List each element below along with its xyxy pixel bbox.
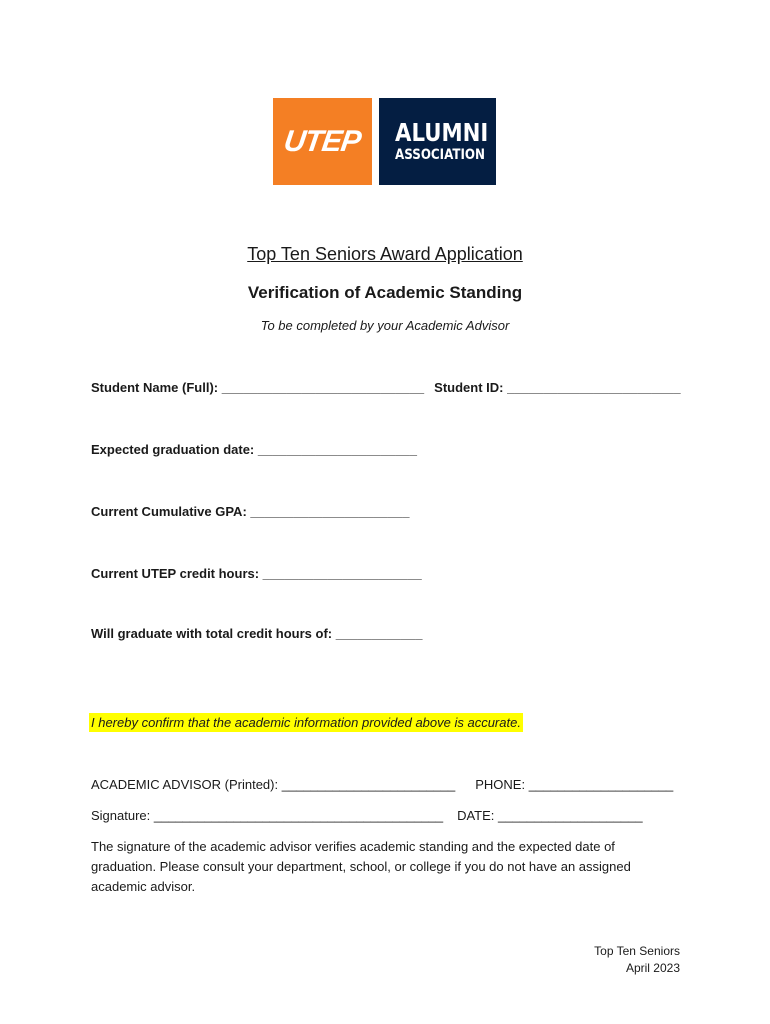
signature-field[interactable]: Signature: ________________________________________ (91, 808, 444, 823)
utep-logo-text: UTEP (282, 124, 363, 158)
credit-hours-field[interactable]: Current UTEP credit hours: ______________________ (91, 566, 422, 581)
utep-alumni-logo (273, 98, 496, 185)
date-field[interactable]: DATE: ____________________ (457, 808, 643, 823)
instruction-text: To be completed by your Academic Advisor (260, 318, 510, 333)
advisor-note: The signature of the academic advisor verifies academic standing and the expected date of graduation. Please consult your department, school, or college if you do not have an assigned academic advisor. (91, 839, 631, 894)
footer-date: April 2023 (625, 961, 680, 975)
student-id-field[interactable]: Student ID: ________________________ (434, 380, 681, 395)
alumni-association-block (379, 98, 496, 185)
gpa-field[interactable]: Current Cumulative GPA: ______________________ (91, 504, 410, 519)
page-title: Top Ten Seniors Award Application (247, 244, 523, 264)
student-name-field[interactable]: Student Name (Full): ____________________________ (91, 380, 425, 395)
confirmation-statement: I hereby confirm that the academic information provided above is accurate. (91, 715, 521, 730)
alumni-logo-text: ALUMNI (395, 117, 489, 147)
advisor-row (91, 777, 673, 792)
student-info-row (91, 380, 681, 395)
signature-row (91, 808, 643, 823)
total-credit-hours-field[interactable]: Will graduate with total credit hours of: ____________ (91, 626, 423, 641)
association-logo-text: ASSOCIATION (395, 146, 486, 163)
graduation-date-field[interactable]: Expected graduation date: ______________________ (91, 442, 417, 457)
advisor-phone-field[interactable]: PHONE: ____________________ (475, 777, 674, 792)
page-footer (594, 943, 680, 977)
utep-logo-block (273, 98, 372, 185)
page-subtitle: Verification of Academic Standing (247, 283, 523, 302)
advisor-printed-field[interactable]: ACADEMIC ADVISOR (Printed): ________________________ (91, 777, 456, 792)
footer-title: Top Ten Seniors (594, 944, 680, 958)
